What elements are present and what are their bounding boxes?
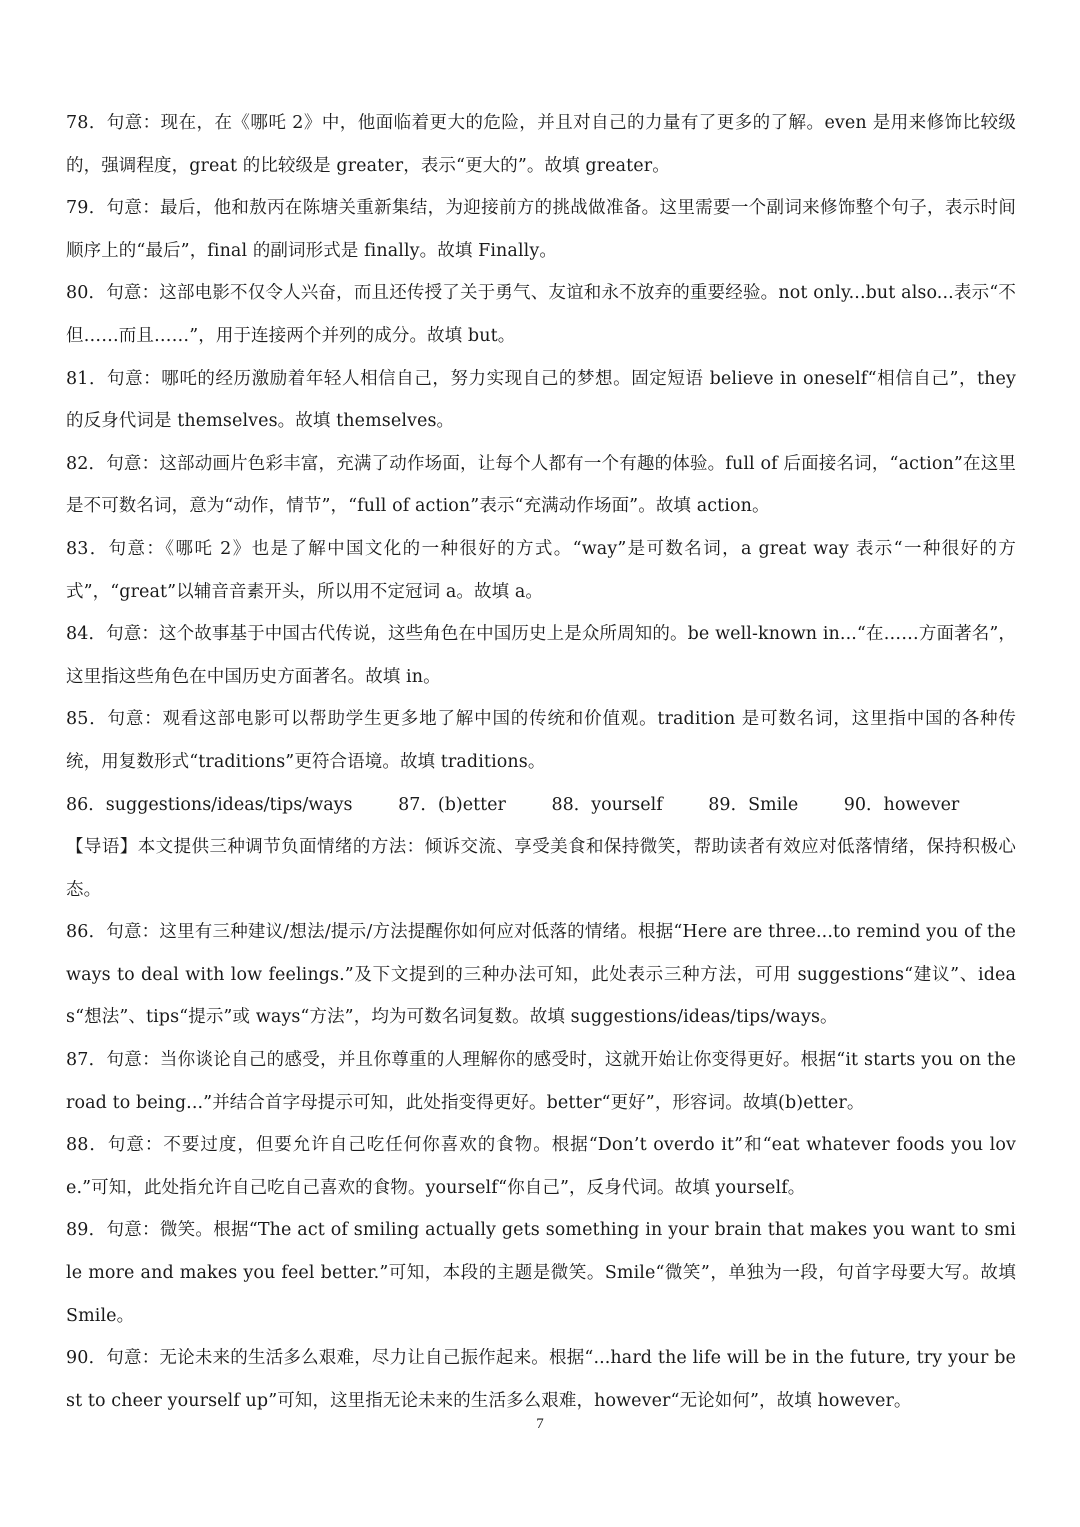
answer-explanation-84: 84．句意：这个故事基于中国古代传说，这些角色在中国历史上是众所周知的。be well-known in...“在……方面著名”，这里指这些角色在中国历史方面著名。故填 in。 [66, 624, 1016, 687]
answer-89: 89．Smile [708, 794, 799, 815]
answer-explanation-78: 78．句意：现在，在《哪吒 2》中，他面临着更大的危险，并且对自己的力量有了更多的了解。even 是用来修饰比较级的，强调程度，great 的比较级是 greater，表示“更大的”。故填 greater。 [66, 113, 1016, 176]
answer-explanation-87: 87．句意：当你谈论自己的感受，并且你尊重的人理解你的感受时，这就开始让你变得更好。根据“it starts you on the road to being...”并结合首字母提示可知，此处指变得更好。better“更好”，形容词。故填(b)etter。 [66, 1050, 1016, 1113]
passage-intro: 【导语】本文提供三种调节负面情绪的方法：倾诉交流、享受美食和保持微笑，帮助读者有效应对低落情绪，保持积极心态。 [66, 837, 1016, 900]
answer-explanation-86: 86．句意：这里有三种建议/想法/提示/方法提醒你如何应对低落的情绪。根据“Here are three...to remind you of the ways to deal with low feelings.”及下文提到的三种办法可知，此处表示三种方法，可用 suggestions“建议”、ideas“想法”、tips“提示”或 ways“方法”，均为可数名词复数。故填 suggestions/ideas/tips/ways。 [66, 922, 1016, 1028]
answer-explanation-83: 83．句意：《哪吒 2》也是了解中国文化的一种很好的方式。“way”是可数名词，a great way 表示“一种很好的方式”，“great”以辅音音素开头，所以用不定冠词 a。故填 a。 [66, 538, 1016, 602]
answer-explanation-88: 88．句意：不要过度，但要允许自己吃任何你喜欢的食物。根据“Don’t overdo it”和“eat whatever foods you love.”可知，此处指允许自己吃自己喜欢的食物。yourself“你自己”，反身代词。故填 yourself。 [66, 1135, 1016, 1198]
answer-explanation-80: 80．句意：这部电影不仅令人兴奋，而且还传授了关于勇气、友谊和永不放弃的重要经验。not only...but also...表示“不但……而且……”，用于连接两个并列的成分。故填 but。 [66, 283, 1016, 346]
answer-87: 87．(b)etter [398, 794, 506, 815]
answer-explanation-81: 81．句意：哪吒的经历激励着年轻人相信自己，努力实现自己的梦想。固定短语 believe in oneself“相信自己”，they 的反身代词是 themselves。故填 themselves。 [66, 368, 1016, 432]
answer-key-line [66, 784, 1016, 827]
page-number: 7 [536, 1416, 544, 1432]
answer-88: 88．yourself [551, 794, 663, 815]
answer-explanation-90: 90．句意：无论未来的生活多么艰难，尽力让自己振作起来。根据“...hard the life will be in the future, try your best to cheer yourself up”可知，这里指无论未来的生活多么艰难，however“无论如何”，故填 however。 [66, 1348, 1016, 1411]
answer-90: 90．however [843, 794, 960, 815]
answer-explanation-89: 89．句意：微笑。根据“The act of smiling actually gets something in your brain that makes you want to smile more and makes you feel better.”可知，本段的主题是微笑。Smile“微笑”，单独为一段，句首字母要大写。故填 Smile。 [66, 1220, 1016, 1326]
answer-explanation-85: 85．句意：观看这部电影可以帮助学生更多地了解中国的传统和价值观。tradition 是可数名词，这里指中国的各种传统，用复数形式“traditions”更符合语境。故填 traditions。 [66, 709, 1016, 772]
answer-86: 86．suggestions/ideas/tips/ways [66, 794, 353, 815]
document-body [66, 102, 1016, 1422]
answer-explanation-79: 79．句意：最后，他和敖丙在陈塘关重新集结，为迎接前方的挑战做准备。这里需要一个副词来修饰整个句子，表示时间顺序上的“最后”，final 的副词形式是 finally。故填 Finally。 [66, 198, 1016, 261]
answer-explanation-82: 82．句意：这部动画片色彩丰富，充满了动作场面，让每个人都有一个有趣的体验。full of 后面接名词，“action”在这里是不可数名词，意为“动作，情节”，“full of action”表示“充满动作场面”。故填 action。 [66, 453, 1016, 517]
